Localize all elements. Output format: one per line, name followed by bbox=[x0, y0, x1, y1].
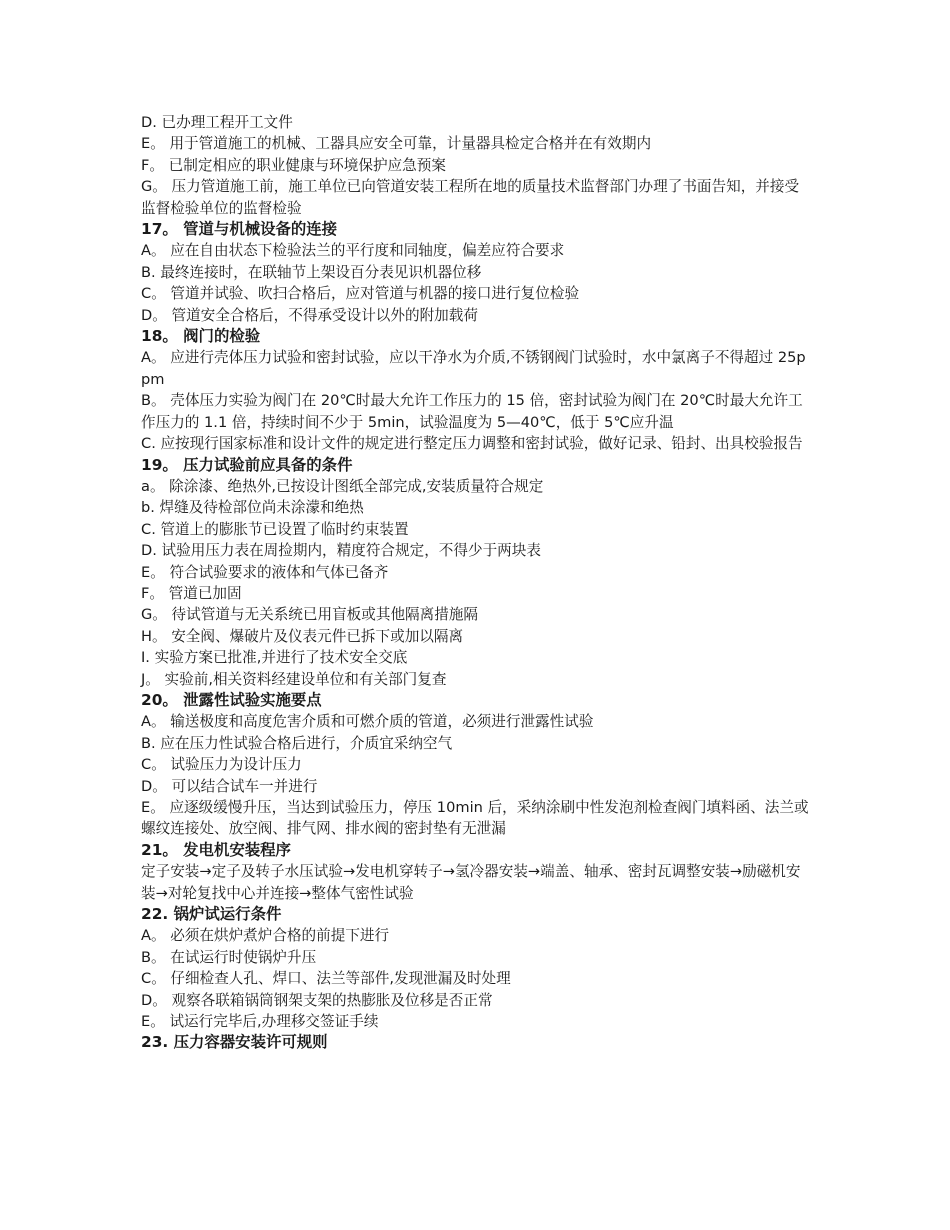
paragraph: E。 应逐级缓慢升压，当达到试验压力，停压 10min 后，采纳涂刷中性发泡剂检查阀门填料函、法兰或螺纹连接处、放空阀、排气网、排水阀的密封垫有无泄漏 bbox=[141, 799, 809, 838]
paragraph: A。 应在自由状态下检验法兰的平行度和同轴度，偏差应符合要求 bbox=[141, 242, 565, 260]
paragraph: A。 必须在烘炉煮炉合格的前提下进行 bbox=[141, 927, 390, 945]
paragraph: B。 壳体压力实验为阀门在 20℃时最大允许工作压力的 15 倍，密封试验为阀门在 20℃时最大允许工作压力的 1.1 倍，持续时间不少于 5min，试验温度为 5—40℃，低于 5℃应升温 bbox=[141, 392, 803, 431]
paragraph: H。 安全阀、爆破片及仪表元件已拆下或加以隔离 bbox=[141, 627, 464, 645]
paragraph: B. 应在压力性试验合格后进行，介质宜采纳空气 bbox=[141, 734, 453, 752]
section-heading: 18。 阀门的检验 bbox=[141, 327, 261, 346]
section-heading: 19。 压力试验前应具备的条件 bbox=[141, 455, 353, 474]
paragraph: a。 除涂漆、绝热外,已按设计图纸全部完成,安装质量符合规定 bbox=[141, 477, 544, 495]
paragraph: E。 用于管道施工的机械、工器具应安全可靠，计量器具检定合格并在有效期内 bbox=[141, 135, 652, 153]
paragraph: b. 焊缝及待检部位尚未涂濛和绝热 bbox=[141, 499, 364, 517]
paragraph: I. 实验方案已批准,并进行了技术安全交底 bbox=[141, 649, 408, 667]
paragraph: F。 已制定相应的职业健康与环境保护应急预案 bbox=[141, 156, 446, 174]
paragraph: C. 管道上的膨胀节已设置了临时约束装置 bbox=[141, 520, 409, 538]
paragraph: J。 实验前,相关资料经建设单位和有关部门复查 bbox=[141, 670, 447, 688]
paragraph: A。 输送极度和高度危害介质和可燃介质的管道，必须进行泄露性试验 bbox=[141, 713, 594, 731]
paragraph: B。 在试运行时使锅炉升压 bbox=[141, 948, 317, 966]
paragraph: D. 试验用压力表在周捡期内，精度符合规定，不得少于两块表 bbox=[141, 542, 541, 560]
paragraph: F。 管道已加固 bbox=[141, 584, 242, 602]
paragraph: E。 试运行完毕后,办理移交签证手续 bbox=[141, 1013, 379, 1031]
document-body bbox=[141, 112, 813, 1054]
paragraph: 定子安装→定子及转子水压试验→发电机穿转子→氢冷器安装→端盖、轴承、密封瓦调整安装→励磁机安装→对轮复找中心并连接→整体气密性试验 bbox=[141, 863, 801, 902]
paragraph: C。 试验压力为设计压力 bbox=[141, 756, 302, 774]
paragraph: C。 仔细检查人孔、焊口、法兰等部件,发现泄漏及时处理 bbox=[141, 970, 511, 988]
paragraph: D. 已办理工程开工文件 bbox=[141, 114, 293, 131]
section-heading: 17。 管道与机械设备的连接 bbox=[141, 220, 338, 239]
paragraph: C. 应按现行国家标准和设计文件的规定进行整定压力调整和密封试验，做好记录、铅封、出具校验报告 bbox=[141, 435, 803, 453]
section-heading: 23. 压力容器安装许可规则 bbox=[141, 1033, 328, 1052]
section-heading: 21。 发电机安装程序 bbox=[141, 840, 291, 859]
paragraph: G。 待试管道与无关系统已用盲板或其他隔离措施隔 bbox=[141, 606, 479, 624]
paragraph: C。 管道并试验、吹扫合格后，应对管道与机器的接口进行复位检验 bbox=[141, 285, 580, 303]
paragraph: B. 最终连接时，在联轴节上架设百分表见识机器位移 bbox=[141, 263, 482, 281]
paragraph: G。 压力管道施工前，施工单位已向管道安装工程所在地的质量技术监督部门办理了书面告知，并接受监督检验单位的监督检验 bbox=[141, 178, 800, 217]
paragraph: E。 符合试验要求的液体和气体已备齐 bbox=[141, 563, 389, 581]
paragraph: D。 观察各联箱锅筒钢架支架的热膨胀及位移是否正常 bbox=[141, 991, 493, 1009]
paragraph: D。 管道安全合格后，不得承受设计以外的附加载荷 bbox=[141, 306, 478, 324]
paragraph: D。 可以结合试车一并进行 bbox=[141, 777, 318, 795]
section-heading: 22. 锅炉试运行条件 bbox=[141, 905, 282, 924]
section-heading: 20。 泄露性试验实施要点 bbox=[141, 690, 322, 709]
paragraph: A。 应进行壳体压力试验和密封试验，应以干净水为介质,不锈钢阀门试验时，水中氯离子不得超过 25ppm bbox=[141, 349, 806, 388]
